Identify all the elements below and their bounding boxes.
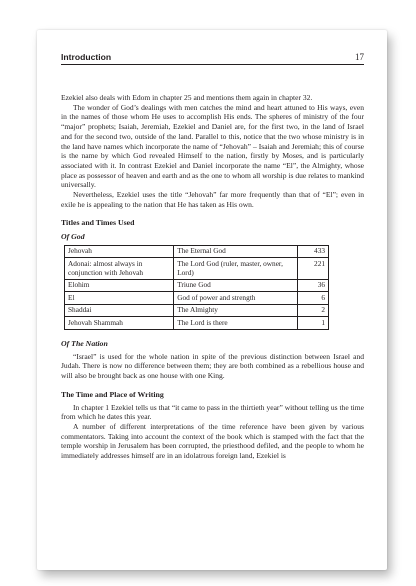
name-cell: Jehovah Shammah bbox=[65, 317, 174, 330]
paragraph: In chapter 1 Ezekiel tells us that “it came to pass in the thirtieth year” without telling us the time from which he dates this year. bbox=[61, 402, 364, 422]
page-content bbox=[61, 52, 364, 461]
name-cell: Jehovah bbox=[65, 245, 174, 258]
paragraph: Ezekiel also deals with Edom in chapter 25 and mentions them again in chapter 32. bbox=[61, 93, 313, 102]
table-row bbox=[65, 292, 329, 305]
count-cell: 1 bbox=[298, 317, 329, 330]
meaning-cell: The Lord God (ruler, master, owner, Lord) bbox=[174, 258, 298, 279]
meaning-cell: Triune God bbox=[174, 279, 298, 292]
section-heading-time-place: The Time and Place of Writing bbox=[61, 389, 164, 399]
paragraph: Nevertheless, Ezekiel uses the title “Jehovah” far more frequently than that of “El”; even in exile he is appealing to the nation that He has taken as His own. bbox=[61, 190, 364, 209]
name-cell: Shaddai bbox=[65, 304, 174, 317]
table-row bbox=[65, 304, 329, 317]
subheading-of-god: Of God bbox=[61, 232, 85, 242]
subheading-of-the-nation: Of The Nation bbox=[61, 339, 108, 348]
meaning-cell: The Lord is there bbox=[174, 317, 298, 330]
book-page bbox=[37, 30, 387, 570]
chapter-title: Introduction bbox=[61, 52, 112, 62]
count-cell: 2 bbox=[298, 304, 329, 317]
table-row bbox=[65, 245, 329, 258]
table-row bbox=[65, 317, 329, 330]
paragraph: The wonder of God’s dealings with men catches the mind and heart attuned to His ways, even in the names of those whom He uses to accomplish His ends. The spheres of ministry of the four “major” prophets; Isaiah, Jeremiah, Ezekiel and Daniel are, for the first two, in the land of Israel and for the second two, outside of the land. Parallel to this, notice that the two whose ministry is in the land have names which incorporate the name of “Jehovah” – Isaiah and Jeremiah; this of course is the name by which God revealed Himself to the nation, firstly by Moses, and is particularly associated with it. In contrast Ezekiel and Daniel incorporate the name “El”, the Almighty, whose place as possessor of heaven and earth and as the one to whom all worship is due relates to mankind universally. bbox=[61, 102, 364, 190]
count-cell: 6 bbox=[298, 292, 329, 305]
count-cell: 433 bbox=[298, 245, 329, 258]
paragraph: A number of different interpretations of the time reference have been given by various commentators. Taking into account the context of the book which is stamped with the fact that the temple worship in Jerusalem has been corrupted, the priesthood defiled, and the people to whom he immediately addresses himself are in an idolatrous foreign land, Ezekiel is bbox=[61, 421, 364, 461]
count-cell: 221 bbox=[298, 258, 329, 279]
meaning-cell: The Almighty bbox=[174, 304, 298, 317]
meaning-cell: God of power and strength bbox=[174, 292, 298, 305]
name-cell: Elohim bbox=[65, 279, 174, 292]
section-heading-titles: Titles and Times Used bbox=[61, 218, 135, 228]
running-header bbox=[61, 52, 364, 65]
table-row bbox=[65, 258, 329, 279]
body-text bbox=[61, 93, 364, 461]
count-cell: 36 bbox=[298, 279, 329, 292]
meaning-cell: The Eternal God bbox=[174, 245, 298, 258]
paragraph: “Israel” is used for the whole nation in spite of the previous distinction between Israel and Judah. There is now no difference between them; they are both combined as a rebellious house and will also be brought back as one house with one King. bbox=[61, 351, 364, 381]
divine-names-table bbox=[64, 245, 329, 330]
name-cell: Adonai: almost always in conjunction with Jehovah bbox=[65, 258, 174, 279]
name-cell: El bbox=[65, 292, 174, 305]
page-number: 17 bbox=[355, 52, 364, 62]
table-row bbox=[65, 279, 329, 292]
